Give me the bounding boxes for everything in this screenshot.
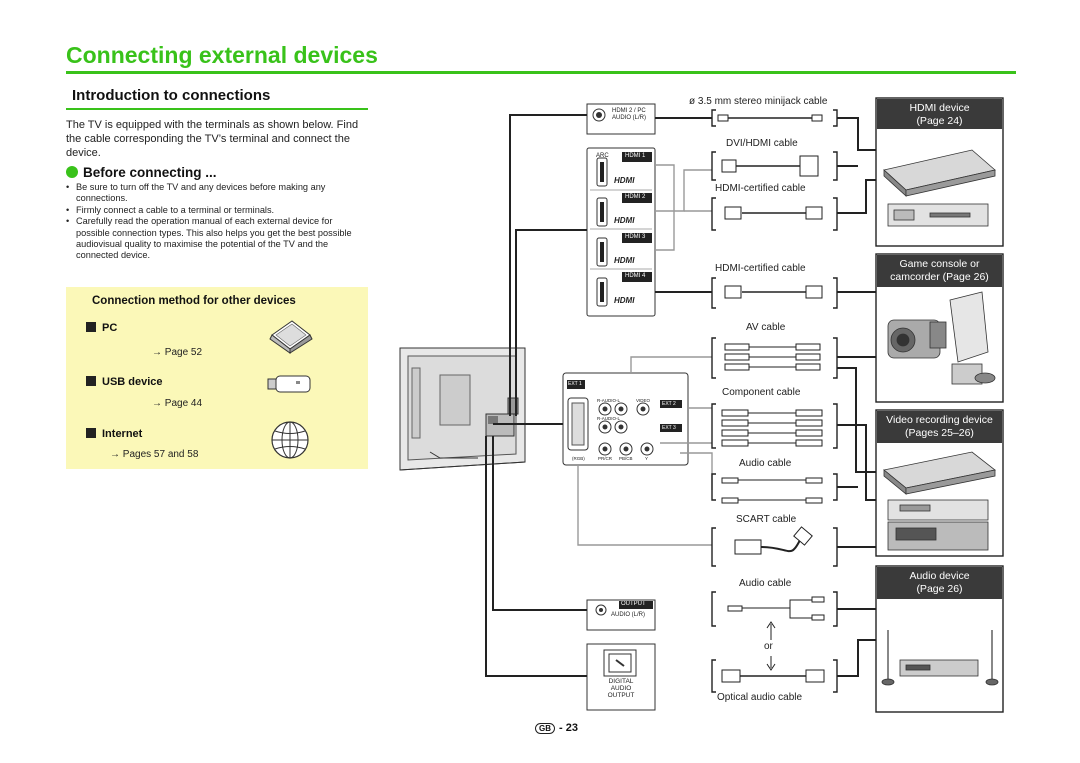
- cable-label-dvi-hdmi: DVI/HDMI cable: [726, 138, 798, 149]
- cable-label-av: AV cable: [746, 322, 786, 333]
- page-number: [535, 722, 578, 734]
- hdmi-logo: HDMI: [614, 216, 635, 225]
- cable-label-or: or: [764, 641, 773, 652]
- intro-text: The TV is equipped with the terminals as shown below. Find the cable corresponding the TV’s terminal and connect the device.: [66, 119, 359, 159]
- region-badge: GB: [535, 723, 555, 734]
- method-item-ref: → Page 44: [152, 398, 203, 409]
- y-label: Y: [645, 456, 649, 461]
- cable-label-minijack: ø 3.5 mm stereo minijack cable: [689, 96, 828, 107]
- method-item-ref: → Page 52: [152, 347, 203, 358]
- hdmi-logo: HDMI: [614, 296, 635, 305]
- before-connecting-label: Before connecting ...: [83, 165, 217, 180]
- cable-label-audio-1: Audio cable: [739, 458, 792, 469]
- device-panel-game: Game console or camcorder (Page 26): [890, 258, 989, 283]
- device-panels: [876, 98, 1003, 712]
- rgb-label: (RGB): [572, 456, 585, 461]
- tv-back-illustration: [400, 348, 525, 470]
- cable-label-audio-2: Audio cable: [739, 578, 792, 589]
- page-title: Connecting external devices: [66, 42, 378, 68]
- digital-audio-output-label: DIGITAL AUDIO OUTPUT: [607, 678, 635, 699]
- cable-label-hdmi-2: HDMI-certified cable: [715, 263, 806, 274]
- page-number-value: 23: [565, 722, 578, 734]
- device-panel-recorder: Video recording device (Pages 25–26): [886, 414, 993, 439]
- ext2-label: EXT 2: [662, 401, 676, 407]
- list-item: • Carefully read the operation manual of each external device for possible connection types. This also helps you get the best possible audiovisual quality to maximise the potential of the TV and the connected device.: [66, 216, 366, 262]
- headphone-audio-label: AUDIO (L/R): [611, 612, 646, 618]
- hdmi3-label: HDMI 3: [625, 234, 646, 240]
- ext3-label: EXT 3: [662, 425, 676, 431]
- method-item-label: PC: [102, 322, 118, 334]
- method-item-ref: → Pages 57 and 58: [110, 449, 199, 460]
- hdmi2-pc-label: HDMI 2 / PC AUDIO (L/R): [612, 108, 647, 121]
- ext1-label: EXT 1: [568, 381, 582, 387]
- hdmi-logo: HDMI: [614, 256, 635, 265]
- video-label: VIDEO: [636, 398, 651, 403]
- method-item-label: USB device: [102, 376, 163, 388]
- device-panel-audio: Audio device (Page 26): [909, 570, 970, 595]
- list-item: • Firmly connect a cable to a terminal or terminals.: [66, 205, 366, 216]
- page-number-dash: -: [559, 722, 566, 734]
- list-item: • Be sure to turn off the TV and any devices before making any connections.: [66, 182, 366, 205]
- device-panel-hdmi: HDMI device (Page 24): [909, 102, 970, 127]
- cable-label-hdmi-1: HDMI-certified cable: [715, 183, 806, 194]
- cable-label-component: Component cable: [722, 387, 801, 398]
- method-item-label: Internet: [102, 428, 143, 440]
- connection-method-heading: Connection method for other devices: [92, 295, 296, 307]
- cable-label-optical: Optical audio cable: [717, 692, 803, 703]
- output-label: OUTPUT: [621, 601, 646, 607]
- audio-lr-label: R-AUDIO-L: [597, 398, 621, 403]
- cable-label-scart: SCART cable: [736, 514, 797, 525]
- hdmi4-label: HDMI 4: [625, 273, 646, 279]
- pb-label: PB/CB: [619, 456, 633, 461]
- hdmi2-label: HDMI 2: [625, 194, 646, 200]
- section-heading: Introduction to connections: [72, 87, 271, 104]
- audio-lr-label-2: R-AUDIO-L: [597, 416, 621, 421]
- pr-label: PR/CR: [598, 456, 613, 461]
- hdmi-logo: HDMI: [614, 176, 635, 185]
- arc-label: ARC: [596, 153, 609, 159]
- hdmi1-label: HDMI 1: [625, 153, 646, 159]
